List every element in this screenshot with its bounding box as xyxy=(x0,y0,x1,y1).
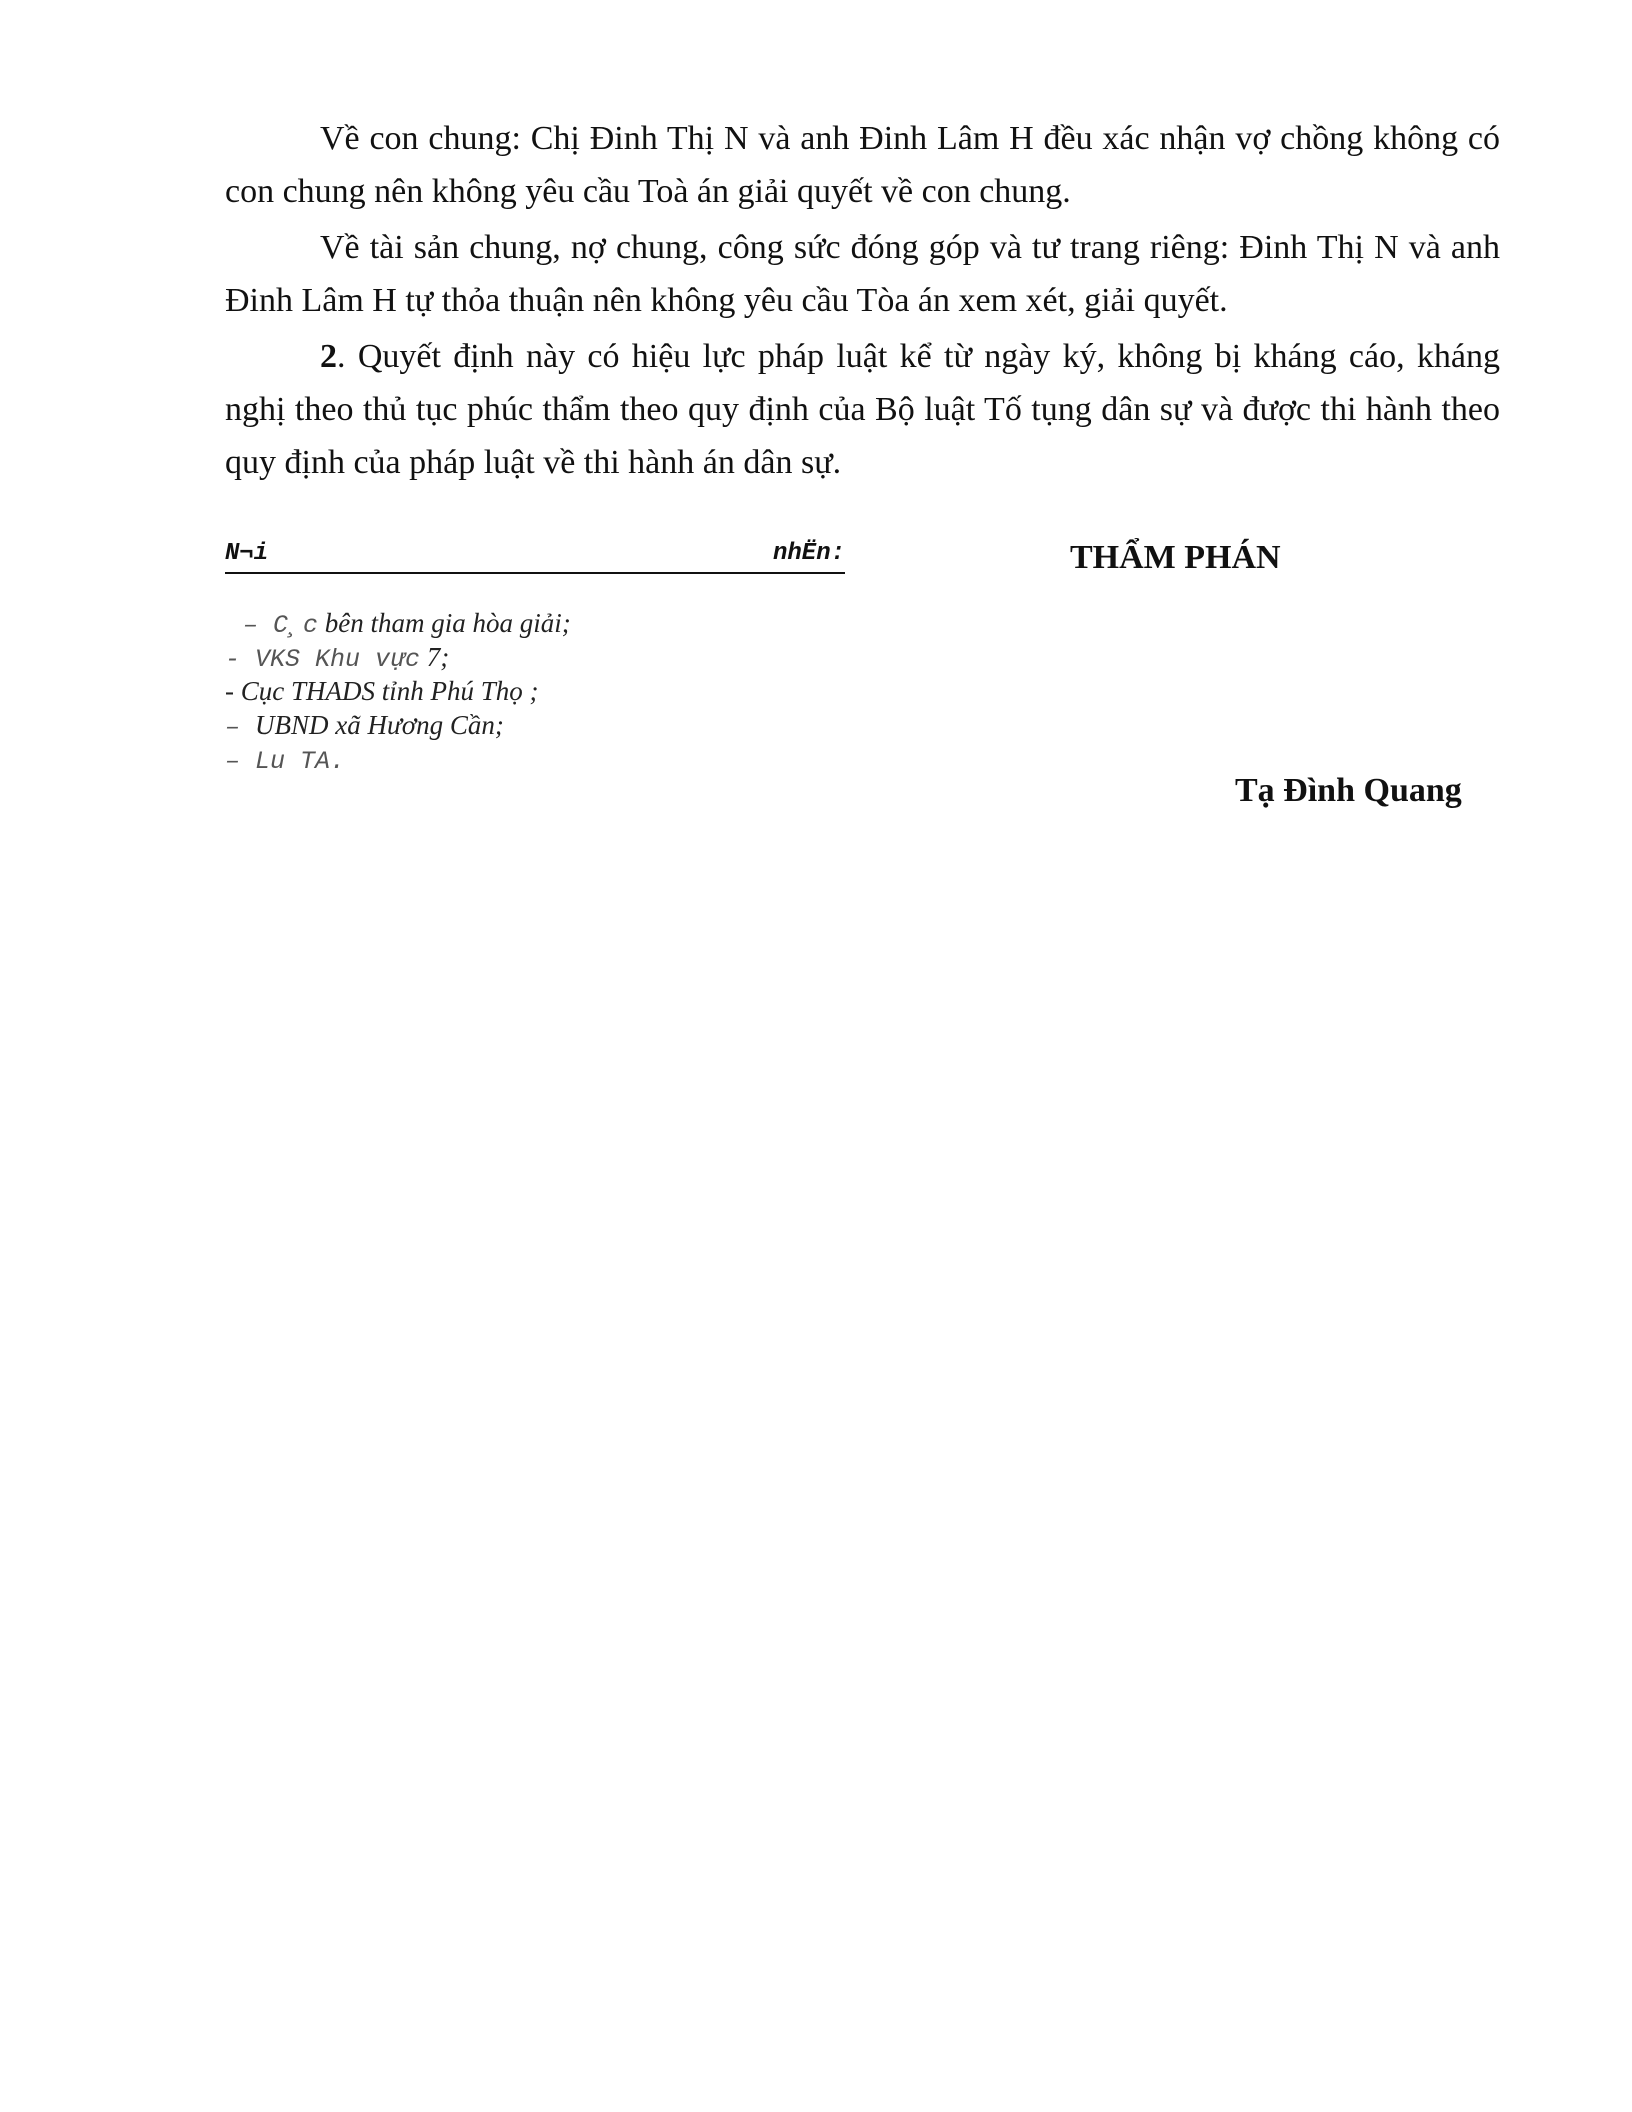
paragraph-children xyxy=(225,112,1500,218)
paragraph-effect xyxy=(225,330,1500,489)
recipient-suffix: ; xyxy=(561,608,571,638)
recipient-item xyxy=(225,674,845,708)
recipient-suffix: ; xyxy=(522,676,539,706)
recipients-header-left: N¬i xyxy=(225,540,269,567)
paragraph-number: 2 xyxy=(320,338,337,375)
paragraph-effect-text: . Quyết định này có hiệu lực pháp luật kể từ ngày ký, không bị kháng cáo, kháng nghị theo thủ tục phúc thẩm theo quy định của Bộ luật Tố tụng dân sự và được thi hành theo quy định của pháp luật về thi hành án dân sự. xyxy=(225,338,1500,481)
recipient-prefix: Lu TA. xyxy=(255,747,346,776)
recipients-list xyxy=(225,606,845,776)
recipients-header xyxy=(225,538,845,574)
recipient-text: Cục THADS tỉnh Phú Thọ xyxy=(240,676,523,706)
recipient-dash: – xyxy=(243,611,274,640)
recipient-prefix: C¸c xyxy=(273,611,319,640)
recipients-header-right: nhËn: xyxy=(772,540,845,567)
recipient-dash: – xyxy=(225,747,256,776)
paragraph-property-text: Về tài sản chung, nợ chung, công sức đóng góp và tư trang riêng: Đinh Thị N và anh Đinh Lâm H tự thỏa thuận nên không yêu cầu Tòa án xem xét, giải quyết. xyxy=(225,229,1500,319)
recipient-text: 7 xyxy=(420,642,441,672)
recipient-dash: – xyxy=(225,713,256,742)
recipient-dash: - xyxy=(225,645,256,674)
decision-body xyxy=(225,112,1500,492)
recipient-text: bên tham gia hòa giải xyxy=(318,608,562,638)
paragraph-property xyxy=(225,221,1500,327)
recipient-item xyxy=(225,708,845,742)
recipient-item xyxy=(225,606,845,640)
recipient-dash: - xyxy=(225,676,241,706)
recipient-prefix: VKS Khu vực xyxy=(255,645,421,674)
judge-title: THẨM PHÁN xyxy=(1070,539,1281,576)
recipient-item xyxy=(225,640,845,674)
recipient-item xyxy=(225,742,845,776)
paragraph-children-text: Về con chung: Chị Đinh Thị N và anh Đinh Lâm H đều xác nhận vợ chồng không có con chung nên không yêu cầu Toà án giải quyết về con chung. xyxy=(225,120,1500,210)
recipient-text: UBND xã Hương Cần; xyxy=(255,710,504,740)
judge-name: Tạ Đình Quang xyxy=(1235,772,1462,809)
recipient-suffix: ; xyxy=(440,642,450,672)
